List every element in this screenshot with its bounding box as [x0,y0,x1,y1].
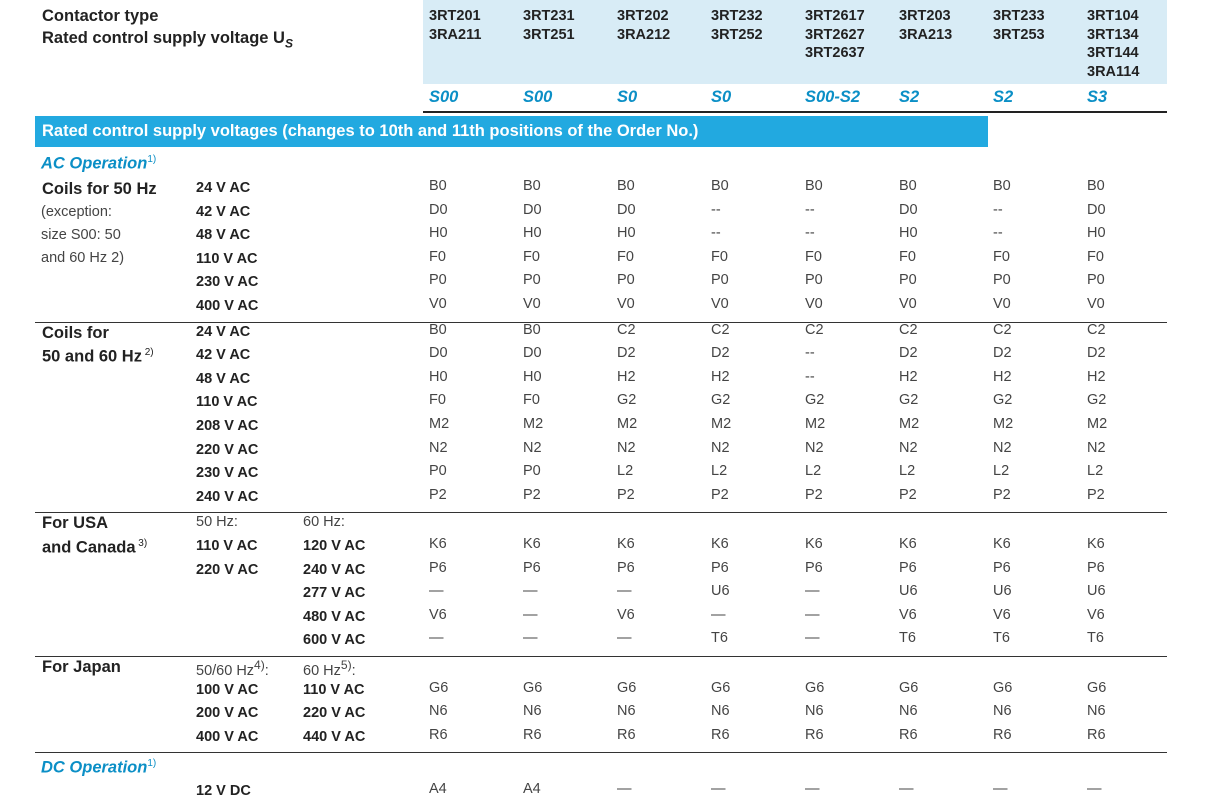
order-code: V6 [429,606,447,623]
order-code: -- [993,225,1003,242]
order-code: F0 [1087,248,1104,265]
order-code: A4 [523,781,541,798]
group-title [42,324,109,343]
order-code: B0 [523,321,541,338]
order-code: T6 [993,630,1010,647]
order-code: G6 [993,679,1013,696]
voltage-value-2: 480 V AC [303,608,366,625]
order-code: U6 [711,583,730,600]
order-code: V0 [617,296,635,312]
order-code: N6 [1087,703,1106,720]
contactor-type-code: 3RT233 [993,8,1045,24]
order-code: R6 [993,726,1012,743]
order-code: D0 [1087,201,1106,218]
order-code: G2 [1087,392,1107,409]
order-code: — [617,583,632,600]
order-code: P6 [993,559,1011,576]
order-code: H2 [617,368,636,385]
order-code: D0 [429,201,448,218]
frequency-label-2-text: 60 Hz: [303,514,345,531]
voltage-value: 110 V AC [196,250,258,267]
order-code: G6 [805,679,825,696]
contactor-type-code: 3RT104 [1087,8,1139,24]
order-code: R6 [617,726,636,743]
voltage-value: 400 V AC [196,298,259,314]
order-code: M2 [711,416,732,432]
order-code: P6 [617,559,635,576]
order-code: — [899,781,914,798]
group-title-text: 50 and 60 Hz [42,347,142,366]
voltage-value: 240 V AC [196,488,259,505]
order-code: U6 [993,583,1012,600]
order-code: B0 [993,178,1011,194]
order-code: P2 [617,486,635,503]
contactor-type-label: Contactor type [42,7,159,25]
order-code: C2 [993,321,1012,338]
group-title-text: Coils for [42,323,109,342]
order-code: F0 [617,248,634,265]
voltage-value: 208 V AC [196,418,259,434]
order-code: N2 [429,439,448,456]
voltage-value: 220 V AC [196,561,259,578]
group-title-footnote: 2) [141,347,154,359]
order-code: P0 [899,272,917,289]
order-code: V0 [805,296,823,312]
order-code: R6 [899,726,918,743]
order-code: — [805,630,820,647]
order-code: P0 [429,272,447,289]
size-label: S0 [617,88,638,106]
order-code: C2 [1087,321,1106,338]
order-code: — [523,583,538,600]
order-code: N2 [899,439,918,456]
order-code: P2 [993,486,1011,503]
order-code: N6 [429,703,448,720]
order-code: P6 [805,559,823,576]
order-code: L2 [993,463,1010,480]
voltage-value-2: 220 V AC [303,705,366,722]
order-code: R6 [805,726,824,743]
order-code: N2 [805,439,824,456]
group-note: (exception: [41,204,112,220]
order-code: D2 [899,345,918,362]
order-code: P0 [711,272,729,289]
order-code: L2 [805,463,822,480]
voltage-value-2: 240 V AC [303,561,366,578]
order-code: G6 [429,679,449,696]
order-code: N6 [523,703,542,720]
order-code: F0 [523,392,540,409]
order-code: H2 [711,368,730,385]
order-code: V0 [523,296,541,312]
size-label: S0 [711,88,732,106]
order-code: B0 [617,178,635,194]
order-code: -- [711,225,721,242]
order-code: G2 [617,392,637,409]
order-code: — [711,606,726,623]
contactor-type-code: 3RT134 [1087,26,1139,43]
frequency-label-1-text: 50 Hz: [196,514,238,531]
order-code: D2 [711,345,730,362]
voltage-value: 110 V AC [196,538,258,554]
order-code: P6 [429,559,447,576]
rated-voltage-subscript: S [284,36,293,51]
order-code: P2 [711,486,729,503]
order-code: — [429,583,444,600]
group-divider [35,752,1167,753]
group-title [42,180,157,199]
order-code: — [617,781,632,798]
order-code: P2 [805,486,823,503]
order-code: M2 [1087,416,1108,432]
contactor-type-code: 3RT232 [711,8,763,24]
order-code: C2 [711,321,730,338]
frequency-label-1 [196,658,269,679]
size-label: S2 [993,88,1014,106]
order-code: K6 [711,536,729,552]
order-code: H0 [523,225,542,242]
contactor-type-code: 3RT144 [1087,45,1139,61]
contactor-type-code: 3RA212 [617,26,671,43]
group-title-text: and Canada [42,538,136,557]
dc-operation-label: DC Operation [41,758,148,777]
order-code: N2 [993,439,1012,456]
group-note: and 60 Hz 2) [41,250,125,266]
order-code: R6 [429,726,448,743]
order-code: R6 [1087,726,1106,743]
contactor-type-code: 3RA213 [899,26,953,43]
order-code: B0 [429,178,447,194]
order-code: N2 [617,439,636,456]
order-code: H2 [899,368,918,385]
order-code: — [429,630,444,647]
frequency-label-1 [196,514,238,530]
group-divider [35,656,1167,657]
voltage-value-2: 110 V AC [303,681,365,698]
group-title [42,347,154,367]
order-code: — [523,606,538,623]
size-label: S00 [523,88,553,106]
order-code: U6 [899,583,918,600]
voltage-value: 48 V AC [196,370,251,387]
group-title-footnote: 3) [135,537,148,549]
order-code: H0 [429,225,448,242]
order-code: K6 [993,536,1011,552]
order-code: P6 [523,559,541,576]
order-code: — [805,781,820,798]
order-code: C2 [617,321,636,338]
order-code: -- [711,201,721,218]
order-code: P2 [899,486,917,503]
order-code: H0 [899,225,918,242]
order-code: — [805,583,820,600]
order-code: K6 [1087,536,1105,552]
frequency-label-1-footnote: 4) [254,658,265,672]
group-title-text: Coils for 50 Hz [42,180,157,198]
order-code: N2 [523,439,542,456]
voltage-value: 230 V AC [196,465,259,482]
frequency-label-2-colon: : [351,662,356,679]
voltage-value: 110 V AC [196,394,258,411]
order-code: D0 [899,201,918,218]
order-code: P6 [899,559,917,576]
size-label: S3 [1087,88,1108,106]
order-code: — [617,630,632,647]
order-code: M2 [523,416,544,432]
voltage-value-2: 120 V AC [303,538,366,554]
frequency-label-2-footnote: 5) [340,658,352,672]
order-code: G6 [1087,679,1107,696]
order-code: -- [805,345,815,362]
order-code: G2 [711,392,731,409]
order-code: N6 [899,703,918,720]
order-code: K6 [805,536,823,552]
order-code: P2 [429,486,447,503]
order-code: P0 [429,463,447,480]
order-code: P0 [1087,272,1105,289]
order-code: P6 [711,559,729,576]
order-code: — [993,781,1008,798]
voltage-value-2: 600 V AC [303,632,366,649]
voltage-value-2: 277 V AC [303,585,366,602]
contactor-type-code: 3RT201 [429,8,481,24]
frequency-label-2-text: 60 Hz [303,662,341,679]
order-code: G2 [899,392,919,409]
voltage-value: 230 V AC [196,274,259,291]
contactor-type-code: 3RT231 [523,8,575,24]
contactor-type-code: 3RT2637 [805,45,865,61]
order-code: M2 [993,416,1014,432]
order-code: P0 [805,272,823,289]
order-code: L2 [617,463,634,480]
order-code: B0 [711,178,729,194]
order-code: H0 [523,368,542,385]
order-code: K6 [429,536,447,552]
contactor-type-code: 3RT253 [993,26,1045,43]
voltage-value: 48 V AC [196,227,251,244]
voltage-value: 400 V AC [196,728,259,745]
order-code: D0 [617,201,636,218]
order-code: M2 [899,416,920,432]
order-code: — [805,606,820,623]
group-title [42,658,121,677]
order-code: K6 [899,536,917,552]
order-code: V0 [429,296,447,312]
voltage-value: 24 V AC [196,323,251,340]
order-code: M2 [617,416,638,432]
order-code: T6 [1087,630,1104,647]
order-code: P6 [1087,559,1105,576]
order-code: B0 [1087,178,1105,194]
group-title [42,514,108,533]
size-label: S00-S2 [805,88,861,106]
order-code: V6 [617,606,635,623]
order-code: V6 [899,606,917,623]
order-code: C2 [899,321,918,338]
order-code: P0 [523,463,541,480]
order-code: H0 [429,368,448,385]
order-code: G2 [993,392,1013,409]
ac-operation-label: AC Operation [41,154,148,173]
order-code: V6 [1087,606,1105,623]
order-code: V0 [993,296,1011,312]
order-code: — [711,781,726,798]
order-code: D0 [523,345,542,362]
contactor-type-code: 3RT251 [523,26,575,43]
order-code: -- [805,368,815,385]
order-code: F0 [899,248,916,265]
order-code: T6 [899,630,916,647]
order-code: L2 [899,463,916,480]
order-code: F0 [429,392,446,409]
group-title [42,538,147,558]
order-code: G6 [523,679,543,696]
order-code: L2 [711,463,728,480]
order-code: G6 [711,679,731,696]
dc-operation-footnote: 1) [147,758,157,770]
dc-operation-heading [41,758,156,778]
voltage-value: 220 V AC [196,441,259,458]
group-divider [35,512,1167,513]
order-code: H2 [1087,368,1106,385]
voltages-banner [35,116,988,147]
order-code: D2 [617,345,636,362]
voltage-value-2: 440 V AC [303,728,366,745]
order-code: B0 [805,178,823,194]
order-code: U6 [1087,583,1106,600]
size-label: S2 [899,88,920,106]
order-code: B0 [899,178,917,194]
rated-voltage-text: Rated control supply voltage U [42,29,285,47]
contactor-type-code: 3RA211 [429,26,482,43]
order-code: V0 [899,296,917,312]
order-code: -- [805,225,815,242]
order-code: P0 [993,272,1011,289]
order-code: N2 [711,439,730,456]
order-code: G2 [805,392,825,409]
frequency-label-2 [303,658,356,679]
frequency-label-1-text: 50/60 Hz [196,662,255,679]
voltage-value: 100 V AC [196,681,259,698]
order-code: H2 [993,368,1012,385]
order-code: G6 [617,679,637,696]
contactor-type-code: 3RA114 [1087,63,1140,80]
order-code: N6 [805,703,824,720]
order-code: N6 [711,703,730,720]
banner-text: Rated control supply voltages (changes to 10th and 11th positions of the Order No.) [42,122,699,140]
order-code: C2 [805,321,824,338]
order-code: B0 [523,178,541,194]
voltage-value: 200 V AC [196,705,259,722]
order-code: F0 [429,248,446,265]
order-code: F0 [523,248,540,265]
ac-operation-footnote: 1) [147,154,157,165]
voltage-value: 42 V AC [196,347,251,364]
order-code: R6 [711,726,730,743]
order-code: P0 [617,272,635,289]
order-code: T6 [711,630,728,647]
order-code: B0 [429,321,447,338]
group-title-text: For USA [42,514,108,533]
order-code: F0 [805,248,822,265]
order-code: L2 [1087,463,1104,480]
order-code: D2 [993,345,1012,362]
group-title-text: For Japan [42,658,121,676]
order-code: D0 [429,345,448,362]
rated-voltage-label [42,29,293,50]
order-code: D2 [1087,345,1106,362]
contactor-type-code: 3RT2617 [805,8,865,24]
order-code: V0 [1087,296,1105,312]
voltage-value: 42 V AC [196,203,251,220]
contactor-type-code: 3RT2627 [805,26,865,43]
order-code: M2 [429,416,450,432]
order-code: -- [993,201,1003,218]
order-code: N6 [993,703,1012,720]
order-code: P2 [1087,486,1105,503]
order-code: P0 [523,272,541,289]
order-code: V6 [993,606,1011,623]
order-code: D0 [523,201,542,218]
order-code: H0 [617,225,636,242]
voltage-value: 24 V AC [196,180,251,196]
order-code: K6 [617,536,635,552]
ac-operation-heading [41,154,156,174]
order-code: G6 [899,679,919,696]
frequency-label-1-colon: : [264,662,269,679]
contactor-type-code: 3RT252 [711,26,763,43]
size-label: S00 [429,88,459,106]
order-code: H0 [1087,225,1106,242]
order-code: P2 [523,486,541,503]
order-code: — [1087,781,1102,798]
order-code: R6 [523,726,542,743]
order-code: -- [805,201,815,218]
order-code: A4 [429,781,447,798]
contactor-type-code: 3RT203 [899,8,951,24]
order-code: V0 [711,296,729,312]
order-code: N6 [617,703,636,720]
order-code: N2 [1087,439,1106,456]
order-code: F0 [993,248,1010,265]
order-code: K6 [523,536,541,552]
order-code: M2 [805,416,826,432]
frequency-label-2 [303,514,345,530]
contactor-type-code: 3RT202 [617,8,669,24]
order-code: F0 [711,248,728,265]
voltage-value: 12 V DC [196,783,251,799]
order-code: — [523,630,538,647]
group-note: size S00: 50 [41,227,121,243]
header-rule [423,111,1167,113]
